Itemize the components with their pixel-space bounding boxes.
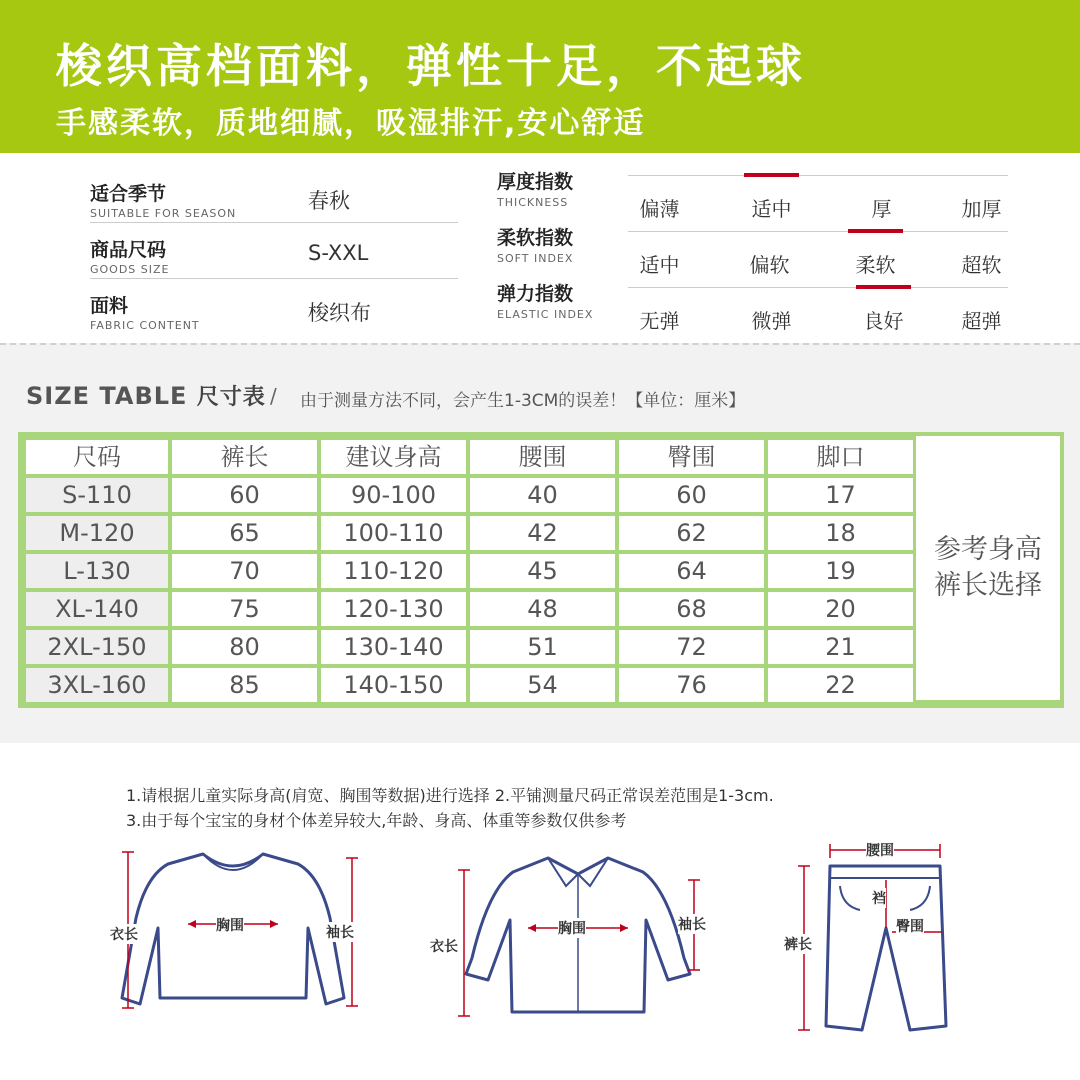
- index-option: 超软: [961, 253, 1002, 277]
- index-label: 弹力指数: [497, 283, 574, 305]
- index-thickness-options: [628, 173, 1008, 225]
- index-option-selected: 柔软: [828, 249, 923, 278]
- spec-section: [0, 153, 1080, 343]
- table-cell: 22: [768, 668, 913, 702]
- index-label: 厚度指数: [497, 171, 574, 193]
- table-cell: 17: [768, 478, 913, 512]
- spec-value: 梭织布: [308, 301, 371, 325]
- size-table-title: [26, 380, 266, 411]
- index-option: 超弹: [961, 309, 1002, 333]
- index-option: 加厚: [961, 197, 1002, 221]
- table-cell: 75: [172, 592, 317, 626]
- shirt-diagram: [428, 850, 728, 1020]
- table-cell: 90-100: [321, 478, 466, 512]
- spec-value: 春秋: [308, 189, 350, 213]
- table-header-cell: 腰围: [470, 440, 615, 474]
- table-row: [26, 516, 913, 550]
- table-cell: 60: [172, 478, 317, 512]
- index-option-selected: 良好: [836, 305, 931, 334]
- table-cell: S-110: [26, 478, 168, 512]
- table-cell: 62: [619, 516, 764, 550]
- index-option: 无弹: [639, 309, 680, 333]
- side-note-line: 参考身高: [934, 534, 1042, 565]
- table-header-cell: 臀围: [619, 440, 764, 474]
- spec-label: 商品尺码: [90, 239, 167, 261]
- diagram-label: 裆: [872, 888, 886, 908]
- diagram-label: 胸围: [558, 918, 586, 938]
- table-cell: 68: [619, 592, 764, 626]
- spec-season: [90, 165, 458, 219]
- table-cell: L-130: [26, 554, 168, 588]
- table-header-cell: 尺码: [26, 440, 168, 474]
- divider: [628, 287, 1008, 288]
- size-table-grid: [22, 436, 917, 706]
- divider: [628, 231, 1008, 232]
- height-reference-note: [916, 436, 1060, 700]
- table-cell: 40: [470, 478, 615, 512]
- index-option: 厚: [871, 197, 892, 221]
- table-row: [26, 592, 913, 626]
- banner-subtitle: 手感柔软，质地细腻，吸湿排汗,安心舒适: [56, 106, 646, 141]
- table-row: [26, 668, 913, 702]
- spec-label: 面料: [90, 295, 129, 317]
- diagram-label: 袖长: [326, 922, 354, 942]
- table-cell: 140-150: [321, 668, 466, 702]
- table-cell: M-120: [26, 516, 168, 550]
- size-table-note: 由于测量方法不同，会产生1-3CM的误差！【单位：厘米】: [300, 391, 746, 411]
- index-label-en: ELASTIC INDEX: [497, 308, 594, 321]
- divider: [628, 175, 1008, 176]
- title-slash: /: [270, 384, 277, 408]
- table-row: [26, 630, 913, 664]
- spec-value: S-XXL: [308, 241, 369, 265]
- spec-size: [90, 221, 458, 275]
- spec-label-en: GOODS SIZE: [90, 263, 170, 276]
- index-soft-options: [628, 229, 1008, 281]
- index-label: 柔软指数: [497, 227, 574, 249]
- index-thickness-label: [497, 167, 617, 209]
- index-option: 适中: [639, 253, 680, 277]
- table-cell: 54: [470, 668, 615, 702]
- note-line-1: 1.请根据儿童实际身高(肩宽、胸围等数据)进行选择 2.平铺测量尺码正常误差范围是1-3cm.: [126, 786, 774, 805]
- table-cell: 110-120: [321, 554, 466, 588]
- table-cell: 120-130: [321, 592, 466, 626]
- table-cell: 80: [172, 630, 317, 664]
- index-soft-label: [497, 223, 617, 265]
- table-cell: 65: [172, 516, 317, 550]
- banner-title: 梭织高档面料，弹性十足，不起球: [56, 39, 806, 93]
- table-cell: 130-140: [321, 630, 466, 664]
- table-cell: 64: [619, 554, 764, 588]
- header-banner: [0, 0, 1080, 153]
- sweater-diagram: [108, 848, 368, 1018]
- diagram-label: 裤长: [784, 934, 812, 954]
- spec-label: 适合季节: [90, 183, 167, 205]
- table-cell: 18: [768, 516, 913, 550]
- table-cell: 100-110: [321, 516, 466, 550]
- diagram-label: 袖长: [678, 914, 706, 934]
- pants-diagram: [780, 836, 960, 1036]
- diagram-label: 衣长: [430, 936, 458, 956]
- table-cell: 70: [172, 554, 317, 588]
- table-cell: 20: [768, 592, 913, 626]
- table-row: [26, 554, 913, 588]
- table-cell: 76: [619, 668, 764, 702]
- spec-label-en: FABRIC CONTENT: [90, 319, 200, 332]
- index-option: 微弹: [751, 309, 792, 333]
- diagram-label: 臀围: [896, 916, 924, 936]
- table-cell: 51: [470, 630, 615, 664]
- table-cell: 19: [768, 554, 913, 588]
- index-elastic-options: [628, 285, 1008, 337]
- spec-label-en: SUITABLE FOR SEASON: [90, 207, 237, 220]
- table-cell: 3XL-160: [26, 668, 168, 702]
- table-header-cell: 脚口: [768, 440, 913, 474]
- table-cell: XL-140: [26, 592, 168, 626]
- index-label-en: SOFT INDEX: [497, 252, 574, 265]
- table-cell: 2XL-150: [26, 630, 168, 664]
- size-table-title-en: SIZE TABLE: [26, 382, 188, 410]
- table-header-cell: 建议身高: [321, 440, 466, 474]
- spec-fabric: [90, 277, 458, 331]
- index-option-selected: 适中: [724, 193, 819, 222]
- index-elastic-label: [497, 279, 617, 321]
- table-cell: 72: [619, 630, 764, 664]
- size-table: [18, 432, 1064, 708]
- table-cell: 85: [172, 668, 317, 702]
- table-cell: 48: [470, 592, 615, 626]
- table-cell: 42: [470, 516, 615, 550]
- index-option: 偏薄: [639, 197, 680, 221]
- table-cell: 45: [470, 554, 615, 588]
- index-label-en: THICKNESS: [497, 196, 569, 209]
- table-row: [26, 478, 913, 512]
- diagram-label: 胸围: [216, 915, 244, 935]
- table-cell: 60: [619, 478, 764, 512]
- dashed-divider: [0, 343, 1080, 345]
- index-option: 偏软: [749, 253, 790, 277]
- diagram-label: 衣长: [110, 924, 138, 944]
- table-header-row: [26, 440, 913, 474]
- note-line-2: 3.由于每个宝宝的身材个体差异较大,年龄、身高、体重等参数仅供参考: [126, 811, 627, 830]
- diagram-label: 腰围: [866, 840, 894, 860]
- side-note-line: 裤长选择: [934, 570, 1042, 601]
- table-header-cell: 裤长: [172, 440, 317, 474]
- table-cell: 21: [768, 630, 913, 664]
- size-table-title-cn: 尺寸表: [196, 385, 266, 410]
